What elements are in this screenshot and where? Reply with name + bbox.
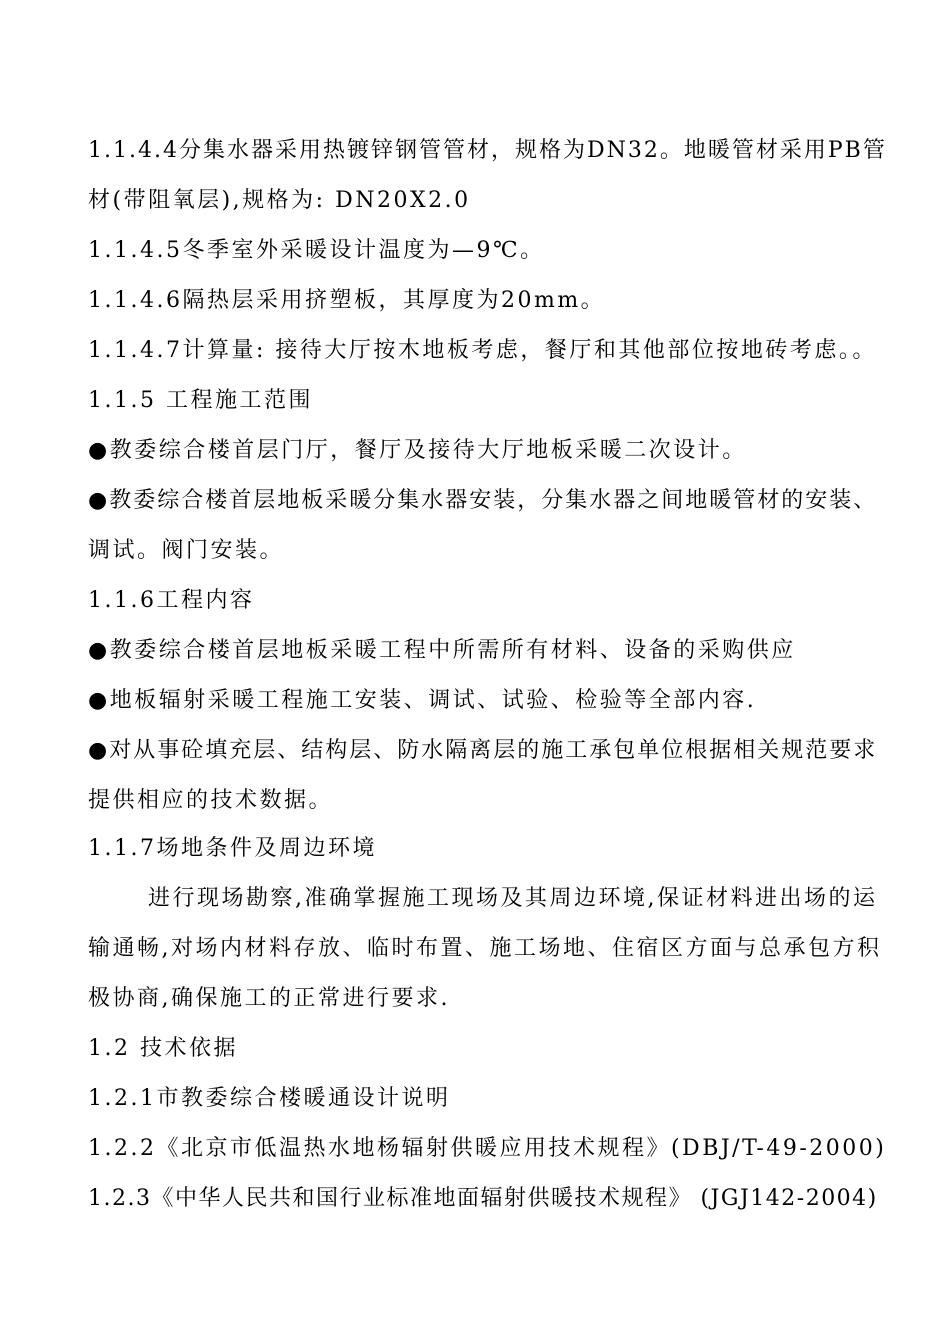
paragraph-line: 输通畅,对场内材料存放、临时布置、施工场地、住宿区方面与总承包方积: [88, 936, 882, 961]
text-line: 材(带阻氧层),规格为: DN20X2.0: [88, 188, 471, 213]
section-heading: 1.1.6工程内容: [88, 588, 255, 613]
section-heading: 1.1.5 工程施工范围: [88, 388, 313, 413]
paragraph-line: 进行现场勘察,准确掌握施工现场及其周边环境,保证材料进出场的运: [148, 886, 878, 911]
reference-item: 1.2.2《北京市低温热水地杨辐射供暖应用技术规程》(DBJ/T-49-2000): [88, 1136, 887, 1161]
text-line: 1.1.4.5冬季室外采暖设计温度为—9℃。: [88, 238, 545, 263]
bullet-item: ●教委综合楼首层地板采暖分集水器安装，分集水器之间地暖管材的安装、: [88, 488, 878, 513]
text-line: 提供相应的技术数据。: [88, 788, 334, 813]
bullet-item: ●教委综合楼首层地板采暖工程中所需所有材料、设备的采购供应: [88, 638, 796, 663]
paragraph-line: 极协商,确保施工的正常进行要求.: [88, 986, 450, 1011]
reference-item: 1.2.1市教委综合楼暖通设计说明: [88, 1086, 451, 1111]
text-line: 1.1.4.6隔热层采用挤塑板，其厚度为20mm。: [88, 288, 606, 313]
text-line: 1.1.4.4分集水器采用热镀锌钢管管材，规格为DN32。地暖管材采用PB管: [88, 138, 887, 163]
reference-item: 1.2.3《中华人民共和国行业标准地面辐射供暖技术规程》 (JGJ142-2004): [88, 1186, 878, 1211]
section-heading: 1.1.7场地条件及周边环境: [88, 836, 377, 861]
bullet-item: ●对从事砼填充层、结构层、防水隔离层的施工承包单位根据相关规范要求: [88, 738, 878, 763]
bullet-item: ●教委综合楼首层门厅，餐厅及接待大厅地板采暖二次设计。: [88, 438, 747, 463]
text-line: 1.1.4.7计算量: 接待大厅按木地板考虑，餐厅和其他部位按地砖考虑。。: [88, 338, 877, 363]
bullet-item: ●地板辐射采暖工程施工安装、调试、试验、检验等全部内容.: [88, 688, 757, 713]
text-line: 调试。阀门安装。: [88, 538, 285, 563]
section-heading: 1.2 技术依据: [88, 1036, 238, 1061]
